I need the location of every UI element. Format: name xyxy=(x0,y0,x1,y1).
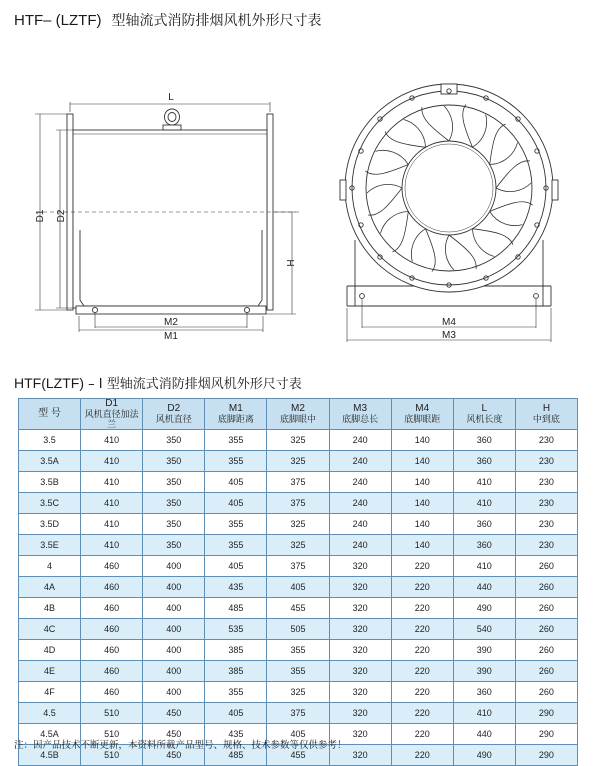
value-cell: 230 xyxy=(515,430,577,451)
value-cell: 140 xyxy=(391,493,453,514)
value-cell: 390 xyxy=(453,661,515,682)
value-cell: 400 xyxy=(143,577,205,598)
value-cell: 355 xyxy=(205,451,267,472)
table-row xyxy=(19,430,578,451)
value-cell: 410 xyxy=(453,472,515,493)
value-cell: 385 xyxy=(205,640,267,661)
value-cell: 460 xyxy=(81,556,143,577)
value-cell: 510 xyxy=(81,703,143,724)
front-view xyxy=(340,84,558,342)
value-cell: 325 xyxy=(267,514,329,535)
value-cell: 535 xyxy=(205,619,267,640)
value-cell: 400 xyxy=(143,661,205,682)
dim-label-m1: M1 xyxy=(164,331,178,342)
header-desc: 底脚眼中 xyxy=(279,414,316,424)
value-cell: 405 xyxy=(205,556,267,577)
model-cell: 4.5B xyxy=(19,745,81,766)
table-header-row xyxy=(19,399,578,430)
value-cell: 485 xyxy=(205,745,267,766)
value-cell: 355 xyxy=(267,640,329,661)
value-cell: 400 xyxy=(143,619,205,640)
value-cell: 220 xyxy=(391,640,453,661)
model-cell: 3.5A xyxy=(19,451,81,472)
value-cell: 220 xyxy=(391,577,453,598)
header-code: H xyxy=(542,403,551,414)
value-cell: 240 xyxy=(329,472,391,493)
value-cell: 220 xyxy=(391,598,453,619)
dim-label-h: H xyxy=(286,259,297,267)
value-cell: 405 xyxy=(205,472,267,493)
value-cell: 375 xyxy=(267,556,329,577)
value-cell: 240 xyxy=(329,514,391,535)
value-cell: 325 xyxy=(267,430,329,451)
model-cell: 4D xyxy=(19,640,81,661)
side-view xyxy=(35,102,300,332)
header-cell xyxy=(205,399,267,430)
value-cell: 260 xyxy=(515,598,577,619)
value-cell: 220 xyxy=(391,724,453,745)
model-cell: 3.5D xyxy=(19,514,81,535)
value-cell: 260 xyxy=(515,682,577,703)
value-cell: 355 xyxy=(205,535,267,556)
model-cell: 4.5A xyxy=(19,724,81,745)
value-cell: 410 xyxy=(453,703,515,724)
table-row xyxy=(19,703,578,724)
value-cell: 450 xyxy=(143,745,205,766)
value-cell: 360 xyxy=(453,451,515,472)
title-text: 型轴流式消防排烟风机外形尺寸表 xyxy=(111,13,322,29)
value-cell: 355 xyxy=(267,661,329,682)
title-model-code: HTF– (LZTF) xyxy=(14,12,102,29)
value-cell: 405 xyxy=(205,493,267,514)
table-row xyxy=(19,493,578,514)
value-cell: 290 xyxy=(515,745,577,766)
model-cell: 3.5 xyxy=(19,430,81,451)
value-cell: 540 xyxy=(453,619,515,640)
model-cell: 3.5E xyxy=(19,535,81,556)
value-cell: 375 xyxy=(267,703,329,724)
value-cell: 230 xyxy=(515,535,577,556)
value-cell: 140 xyxy=(391,514,453,535)
dimension-table xyxy=(18,398,578,766)
dim-label-m4: M4 xyxy=(442,317,456,328)
value-cell: 140 xyxy=(391,451,453,472)
value-cell: 320 xyxy=(329,598,391,619)
value-cell: 360 xyxy=(453,535,515,556)
model-cell: 4.5 xyxy=(19,703,81,724)
value-cell: 325 xyxy=(267,535,329,556)
table-row xyxy=(19,472,578,493)
dim-label-m2: M2 xyxy=(164,317,178,328)
value-cell: 485 xyxy=(205,598,267,619)
dim-label-d2: D2 xyxy=(56,209,67,223)
value-cell: 230 xyxy=(515,472,577,493)
value-cell: 440 xyxy=(453,724,515,745)
fan-dimension-drawing xyxy=(0,70,600,350)
model-cell: 4 xyxy=(19,556,81,577)
value-cell: 405 xyxy=(267,577,329,598)
header-code: M3 xyxy=(353,403,368,414)
value-cell: 410 xyxy=(453,493,515,514)
header-cell xyxy=(453,399,515,430)
header-desc: 风机直径 xyxy=(155,414,192,424)
header-code: 型 号 xyxy=(38,408,61,419)
value-cell: 220 xyxy=(391,661,453,682)
value-cell: 320 xyxy=(329,556,391,577)
value-cell: 350 xyxy=(143,472,205,493)
value-cell: 455 xyxy=(267,598,329,619)
model-cell: 4F xyxy=(19,682,81,703)
value-cell: 460 xyxy=(81,598,143,619)
value-cell: 320 xyxy=(329,619,391,640)
value-cell: 260 xyxy=(515,556,577,577)
value-cell: 440 xyxy=(453,577,515,598)
value-cell: 375 xyxy=(267,472,329,493)
value-cell: 375 xyxy=(267,493,329,514)
value-cell: 510 xyxy=(81,724,143,745)
value-cell: 390 xyxy=(453,640,515,661)
table-row xyxy=(19,619,578,640)
value-cell: 350 xyxy=(143,493,205,514)
value-cell: 350 xyxy=(143,430,205,451)
value-cell: 220 xyxy=(391,556,453,577)
header-code: D2 xyxy=(167,403,181,414)
value-cell: 260 xyxy=(515,577,577,598)
header-cell xyxy=(81,399,143,430)
table-row xyxy=(19,451,578,472)
value-cell: 350 xyxy=(143,514,205,535)
table-title xyxy=(14,373,302,392)
header-code: M4 xyxy=(415,403,430,414)
value-cell: 320 xyxy=(329,661,391,682)
value-cell: 320 xyxy=(329,703,391,724)
value-cell: 240 xyxy=(329,451,391,472)
value-cell: 320 xyxy=(329,577,391,598)
value-cell: 460 xyxy=(81,640,143,661)
value-cell: 350 xyxy=(143,535,205,556)
dim-label-l: L xyxy=(168,92,174,103)
value-cell: 290 xyxy=(515,724,577,745)
table-title-text: – I 型轴流式消防排烟风机外形尺寸表 xyxy=(88,377,302,392)
value-cell: 460 xyxy=(81,577,143,598)
value-cell: 360 xyxy=(453,514,515,535)
value-cell: 460 xyxy=(81,661,143,682)
value-cell: 320 xyxy=(329,682,391,703)
table-row xyxy=(19,514,578,535)
header-desc: 底脚总长 xyxy=(342,414,379,424)
value-cell: 240 xyxy=(329,535,391,556)
value-cell: 410 xyxy=(453,556,515,577)
model-cell: 4E xyxy=(19,661,81,682)
value-cell: 355 xyxy=(205,682,267,703)
value-cell: 410 xyxy=(81,430,143,451)
value-cell: 405 xyxy=(205,703,267,724)
table-row xyxy=(19,640,578,661)
value-cell: 450 xyxy=(143,724,205,745)
value-cell: 460 xyxy=(81,682,143,703)
value-cell: 230 xyxy=(515,514,577,535)
value-cell: 260 xyxy=(515,619,577,640)
value-cell: 350 xyxy=(143,451,205,472)
value-cell: 400 xyxy=(143,556,205,577)
table-row xyxy=(19,535,578,556)
value-cell: 260 xyxy=(515,640,577,661)
header-code: M2 xyxy=(291,403,305,414)
value-cell: 260 xyxy=(515,661,577,682)
header-code: L xyxy=(481,403,488,414)
value-cell: 240 xyxy=(329,493,391,514)
value-cell: 240 xyxy=(329,430,391,451)
header-cell xyxy=(267,399,329,430)
header-desc: 底脚距离 xyxy=(217,414,254,424)
value-cell: 435 xyxy=(205,577,267,598)
value-cell: 410 xyxy=(81,514,143,535)
table-row xyxy=(19,661,578,682)
header-cell xyxy=(329,399,391,430)
value-cell: 355 xyxy=(205,514,267,535)
value-cell: 290 xyxy=(515,703,577,724)
value-cell: 460 xyxy=(81,619,143,640)
value-cell: 410 xyxy=(81,535,143,556)
value-cell: 320 xyxy=(329,745,391,766)
header-code: M1 xyxy=(228,403,243,414)
dim-label-d1: D1 xyxy=(35,209,46,223)
table-row xyxy=(19,598,578,619)
header-cell xyxy=(143,399,205,430)
model-cell: 4B xyxy=(19,598,81,619)
header-desc: 风机直径加法兰 xyxy=(84,409,139,429)
value-cell: 220 xyxy=(391,703,453,724)
value-cell: 385 xyxy=(205,661,267,682)
value-cell: 410 xyxy=(81,472,143,493)
table-row xyxy=(19,682,578,703)
header-cell xyxy=(19,399,81,430)
value-cell: 510 xyxy=(81,745,143,766)
table-title-model-code: HTF(LZTF) xyxy=(14,375,84,391)
footnote: 注：因产品技术不断更新，本资料所載产品型号、规格、技术参数等仅供参考！ xyxy=(14,740,347,751)
value-cell: 140 xyxy=(391,430,453,451)
header-code: D1 xyxy=(105,398,119,409)
document-title xyxy=(14,10,322,30)
header-cell xyxy=(391,399,453,430)
value-cell: 410 xyxy=(81,493,143,514)
header-desc: 风机长度 xyxy=(466,414,503,424)
value-cell: 400 xyxy=(143,640,205,661)
value-cell: 435 xyxy=(205,724,267,745)
value-cell: 400 xyxy=(143,598,205,619)
value-cell: 355 xyxy=(205,430,267,451)
model-cell: 4A xyxy=(19,577,81,598)
value-cell: 140 xyxy=(391,535,453,556)
value-cell: 320 xyxy=(329,640,391,661)
value-cell: 230 xyxy=(515,493,577,514)
value-cell: 325 xyxy=(267,451,329,472)
value-cell: 455 xyxy=(267,745,329,766)
value-cell: 405 xyxy=(267,724,329,745)
value-cell: 140 xyxy=(391,472,453,493)
value-cell: 220 xyxy=(391,619,453,640)
value-cell: 490 xyxy=(453,745,515,766)
header-cell xyxy=(515,399,577,430)
value-cell: 450 xyxy=(143,703,205,724)
value-cell: 230 xyxy=(515,451,577,472)
table-row xyxy=(19,556,578,577)
value-cell: 410 xyxy=(81,451,143,472)
header-desc: 中到底 xyxy=(532,414,560,424)
value-cell: 360 xyxy=(453,430,515,451)
value-cell: 490 xyxy=(453,598,515,619)
value-cell: 220 xyxy=(391,682,453,703)
model-cell: 4C xyxy=(19,619,81,640)
value-cell: 505 xyxy=(267,619,329,640)
value-cell: 320 xyxy=(329,724,391,745)
value-cell: 220 xyxy=(391,745,453,766)
table-row xyxy=(19,577,578,598)
model-cell: 3.5C xyxy=(19,493,81,514)
dim-label-m3: M3 xyxy=(442,330,456,341)
value-cell: 400 xyxy=(143,682,205,703)
value-cell: 360 xyxy=(453,682,515,703)
model-cell: 3.5B xyxy=(19,472,81,493)
value-cell: 325 xyxy=(267,682,329,703)
header-desc: 底脚眼距 xyxy=(404,414,441,424)
table-body xyxy=(19,430,578,766)
